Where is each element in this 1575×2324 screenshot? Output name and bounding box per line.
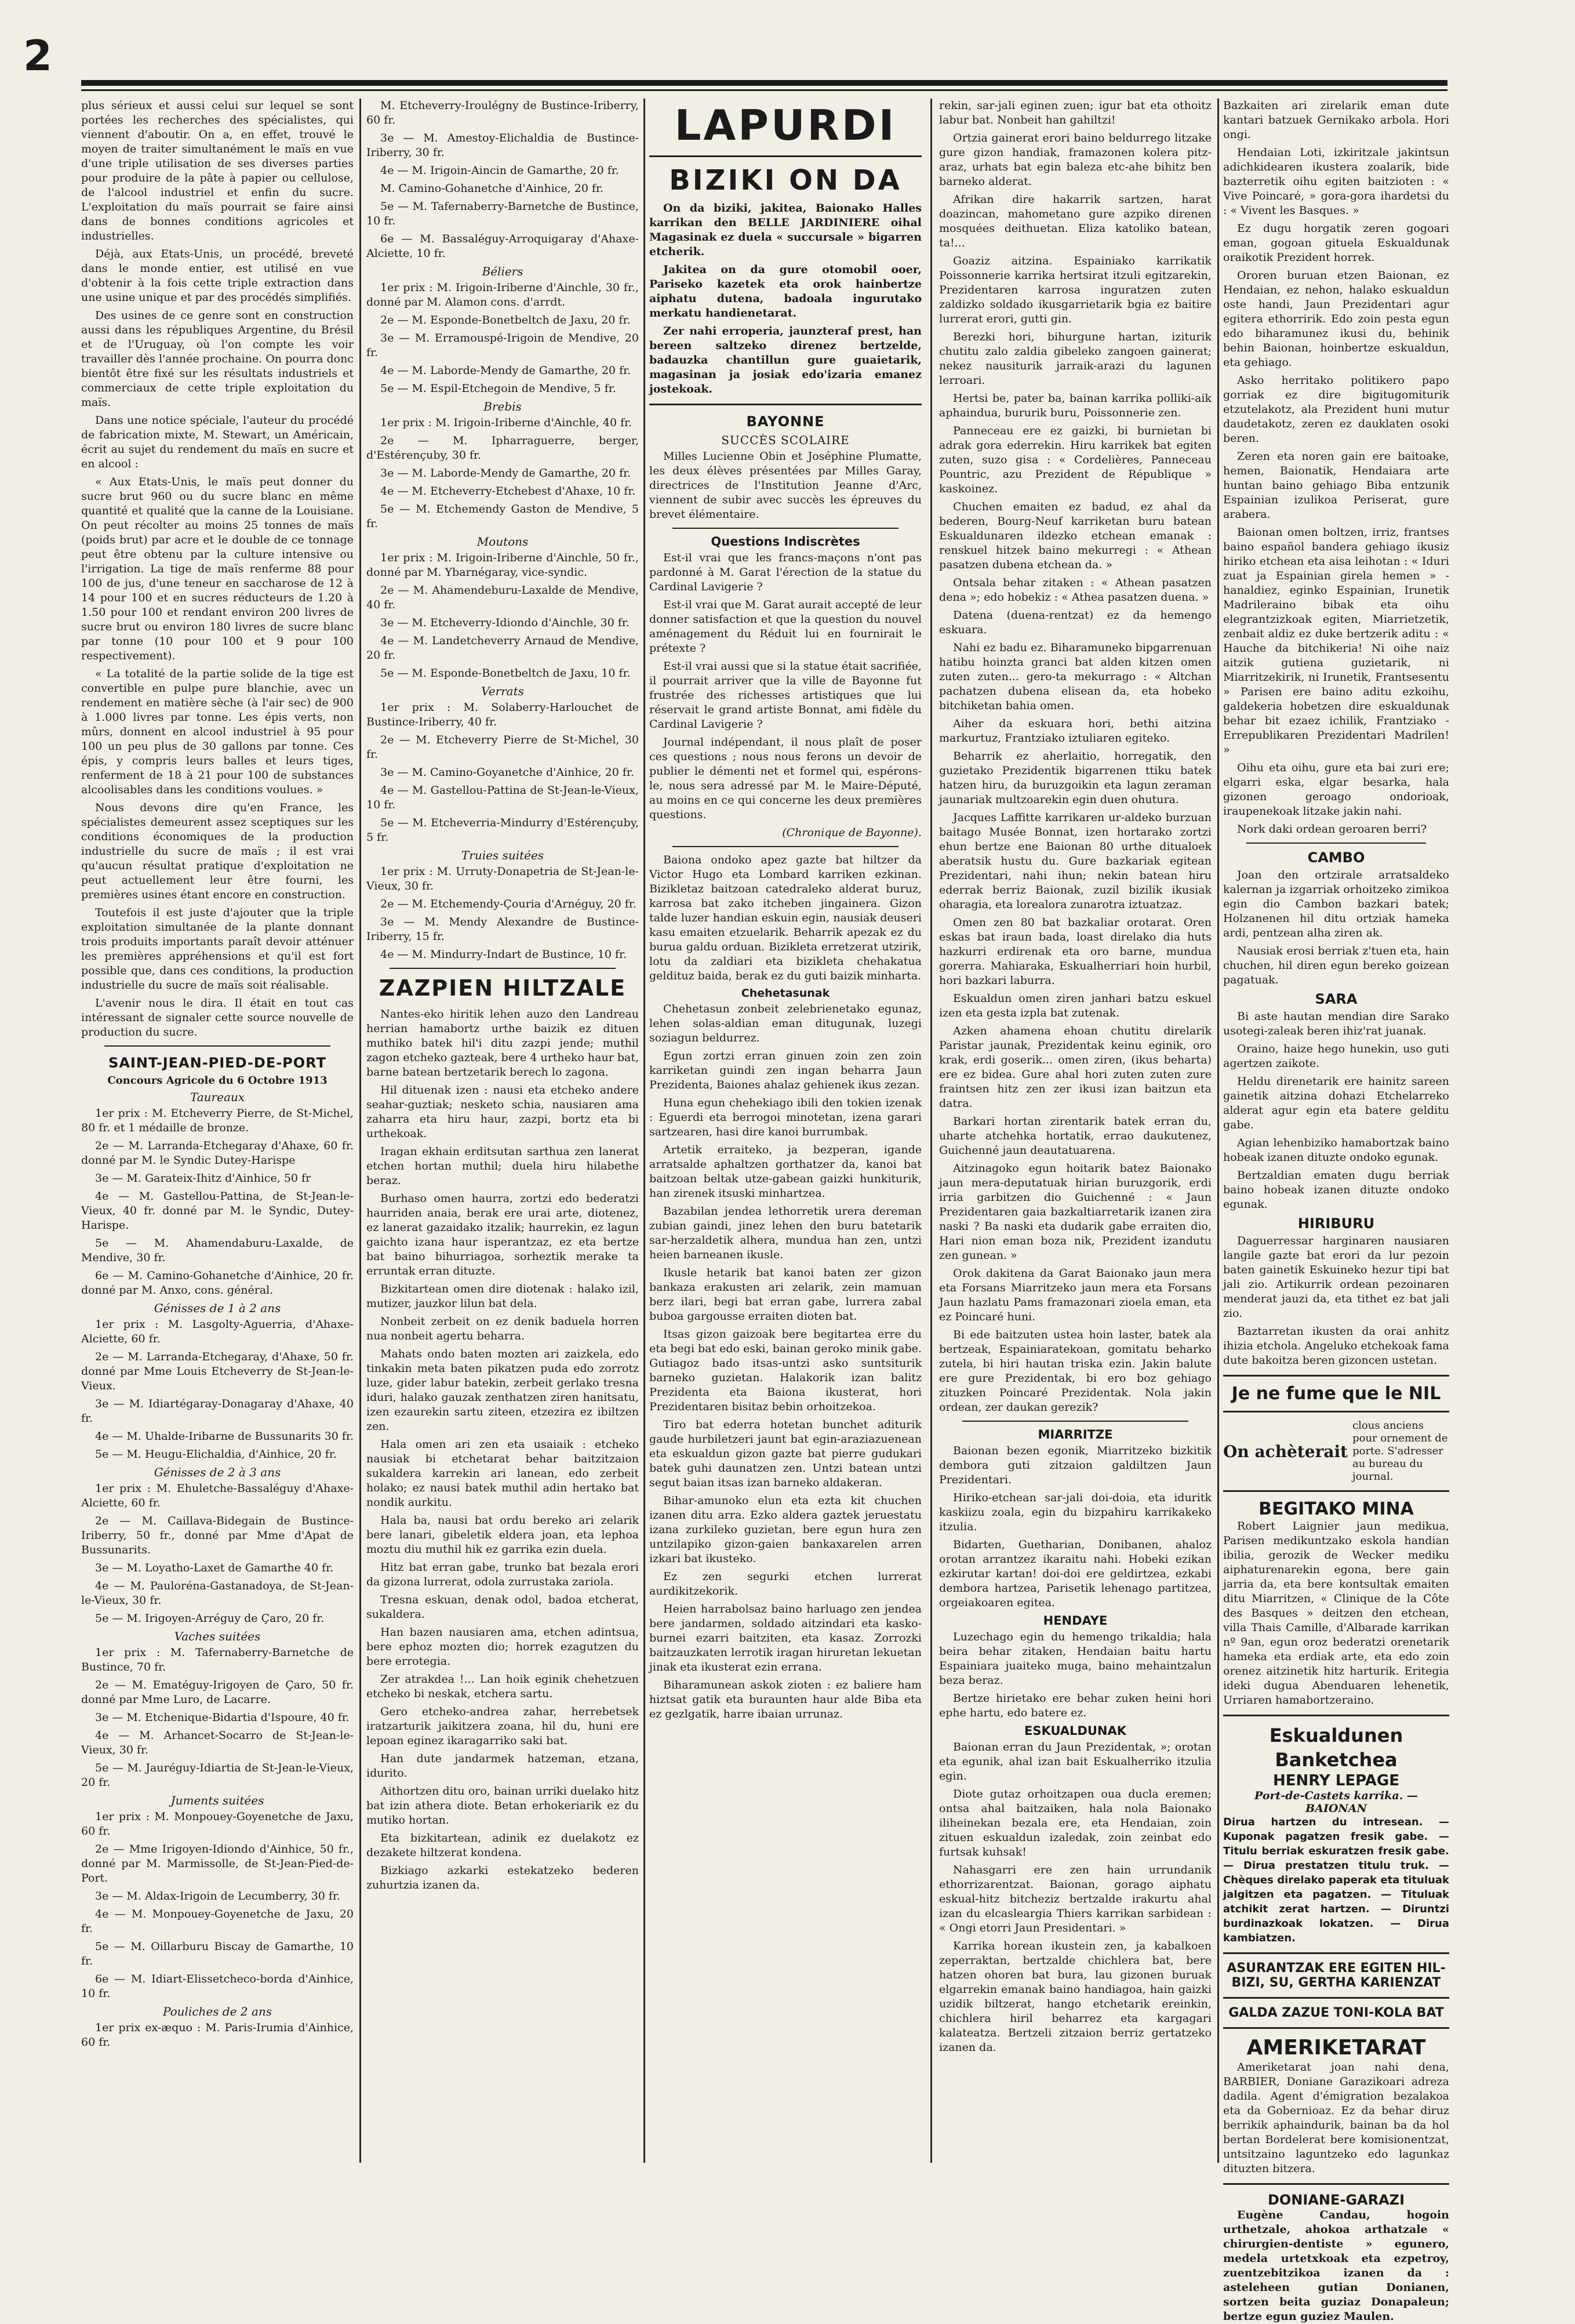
prize-item: 3e — M. Aldax-Irigoin de Lecumberry, 30 fr.: [95, 1890, 341, 1902]
separator: [962, 1421, 1188, 1422]
prize-item: 1er prix : M. Monpouey-Goyenetche de Jaxu, 60 fr.: [81, 1810, 354, 1838]
category-label: Juments suitées: [170, 1793, 264, 1807]
article-paragraph: « La totalité de la partie solide de la tige est convertible en pulpe pure blanchie, avec un rendement en matière sèche (à l'air sec) de 900 à 1.000 livres par tonne. Les épis verts, non mûrs, donnent en alcool industriel à 95 pour 100 un peu plus de 30 gallons par tonne. Ces épis, y compris leurs balles et leurs tiges, renferment de 18 à 21 pour 100 de substances alcoolisables dans les conditions voulues. »: [81, 667, 354, 796]
article-paragraph: Huna egun chehekiago ibili den tokien izenak : Eguerdi eta berrogoi minotetan, izena garari sartzearen, hasi dire kanoi burrumbak.: [649, 1096, 922, 1138]
article-paragraph: Artetik erraiteko, ja bezperan, igande arratsalde aphaltzen gorthatzer da, kanoi bat baitzoan beltak utze-gabean gaizki hunkiturik, han zirenek itsuski minhartzea.: [649, 1143, 922, 1200]
ad-paragraph: Jakitea on da gure otomobil ooer, Pariseko kazetek eta orok hainbertze aiphatu dutena, badoala ingurutako merkatu handienetarat.: [649, 263, 922, 319]
article-paragraph: Datena (duena-rentzat) ez da hemengo eskuara.: [939, 609, 1212, 636]
section-title-hendaye: HENDAYE: [1043, 1614, 1108, 1628]
article-paragraph: Ontsala behar zitaken : « Athean pasatzen dena »; edo hobekiz : « Athea pasatzen duena. »: [939, 576, 1212, 604]
ad-paragraph: On da biziki, jakitea, Baionako Halles karrikan den BELLE JARDINIERE oihal Magasinak ez duela « succursale » bigarren etcherik.: [649, 202, 922, 258]
ad-achete: [1223, 1419, 1449, 1483]
article-paragraph: Est-il vrai aussi que si la statue était sacrifiée, il pourrait arriver que la ville de Bayonne fut frustrée des richesses artistiques que lui réservait le grand artiste Bonnat, ami fidèle du Cardinal Lavigerie ?: [649, 660, 922, 731]
ad-galda: GALDA ZAZUE TONI-KOLA BAT: [1228, 2006, 1444, 2020]
separator: [649, 404, 922, 405]
prize-item: 4e — M. Irigoin-Aincin de Gamarthe, 20 fr.: [380, 164, 619, 177]
article-paragraph: Journal indépendant, il nous plaît de poser ces questions ; nous nous ferons un devoir de publier le démenti net et formel qui, espérons-le, nous sera adressé par M. le Maire-Député, au moins en ce qui concerne les deux premières questions.: [649, 736, 922, 821]
separator: [1223, 2183, 1449, 2185]
ad-paragraph: Zer nahi erroperia, jaunzteraf prest, han bereen saltzeko direnez bertzelde, badauzka chantillun gure guaietarik, magasinan ja josiak edo'izaria emanez jostekoak.: [649, 325, 922, 395]
prize-item: 5e — M. Irigoyen-Arréguy de Çaro, 20 fr.: [95, 1612, 325, 1625]
article-paragraph: Hala omen ari zen eta usaiaik : etcheko nausiak bi etchetarat behar baitzitzaion sukaldera karrekin ari lanean, edo zerbeit holako; ez nausi batek muthil adin hertako bat nondik aurkitu.: [366, 1438, 639, 1509]
article-paragraph: Bihar-amunoko elun eta ezta kit chuchen izanen ditu arra. Ezko aldera gaztek jeruestatu izana zurkileko guzietan, bere egun hura zen untzilapiko gizon-gaien bankaxarelen arren izkari bat ikusteko.: [649, 1494, 922, 1565]
article-paragraph: Baionan bezen egonik, Miarritzeko bizkitik dembora guti zitzaion galdiltzen Jaun Prezidentari.: [939, 1444, 1212, 1486]
article-paragraph: Toutefois il est juste d'ajouter que la triple exploitation simultanée de la plante donnant trois produits importants paraît devoir atténuer les premières appréhensions et qu'il est fort possible que, dans ces conditions, la production industrielle du sucre de maïs soit réalisable.: [81, 906, 354, 992]
column-divider: [643, 99, 645, 2163]
prize-item: 3e — M. Idiartégaray-Donagaray d'Ahaxe, 40 fr.: [81, 1397, 354, 1425]
prize-item: 1er prix : M. Solaberry-Harlouchet de Bustince-Iriberry, 40 fr.: [366, 701, 639, 728]
article-paragraph: Ez dugu horgatik zeren gogoari eman, gogoan gituela Eskualdunak oraikotik Prezident horrek.: [1223, 222, 1449, 264]
article-paragraph: Oraino, haize hego hunekin, uso guti agertzen zaikote.: [1223, 1043, 1449, 1070]
header-rule: [81, 80, 1447, 86]
article-paragraph: Milles Lucienne Obin et Joséphine Plumatte, les deux élèves présentées par Milles Garay, directrices de l'Institution Jeanne d'Arc, viennent de subir avec succès les épreuves du brevet élémentaire.: [649, 450, 922, 521]
category-label: Taureaux: [190, 1090, 245, 1104]
prize-item: 4e — M. Gastellou-Pattina de St-Jean-le-Vieux, 10 fr.: [366, 784, 639, 811]
ad-title-biziki-on-da: BIZIKI ON DA: [669, 164, 902, 197]
prize-item: 3e — M. Laborde-Mendy de Gamarthe, 20 fr.: [380, 467, 631, 480]
prize-item: 2e — M. Caillava-Bidegain de Bustince-Iriberry, 50 fr., donné par Mme d'Apat de Bussunarits.: [81, 1515, 354, 1556]
category-label: Brebis: [483, 400, 522, 413]
article-paragraph: Baionan erran du Jaun Prezidentak, »; orotan eta egunik, ahal izan bait Eskualherriko itzulia egin.: [939, 1741, 1212, 1782]
prize-item: 1er prix : M. Irigoin-Iriberne d'Ainchle, 30 fr., donné par M. Alamon cons. d'arrdt.: [366, 281, 639, 308]
article-paragraph: Bazabilan jendea lethorretik urera dereman zubian gaindi, jinez lehen den buru batetarik sar-herzaldetik alhera, mundua han zen, untzi heien barneanen ikusle.: [649, 1205, 922, 1261]
article-paragraph: Agian lehenbiziko hamabortzak baino hobeak izanen dituzte ondoko egunak.: [1223, 1136, 1449, 1164]
article-source: (Chronique de Bayonne).: [782, 826, 922, 839]
prize-item: 5e — M. Esponde-Bonetbeltch de Jaxu, 10 fr.: [380, 667, 631, 680]
section-title-lapurdi: LAPURDI: [674, 101, 897, 150]
prize-item: 1er prix : M. Lasgolty-Aguerria, d'Ahaxe-Alciette, 60 fr.: [81, 1318, 354, 1345]
article-paragraph: Eta bizkitartean, adinik ez duelakotz ez dezakete hiltzerat kondena.: [366, 1832, 639, 1859]
article-paragraph: Est-il vrai que M. Garat aurait accepté de leur donner satisfaction et que la question du nouvel aménagement du Réduit lui en fournirait le prétexte ?: [649, 598, 922, 655]
column-1: [81, 99, 354, 2163]
prize-item: 4e — M. Gastellou-Pattina, de St-Jean-le-Vieux, 40 fr. donné par M. le Syndic, Dutey-Harispe.: [81, 1190, 354, 1232]
ad-achete-text: clous anciens pour ornement de porte. S'adresser au bureau du journal.: [1352, 1419, 1448, 1483]
article-paragraph: Burhaso omen haurra, zortzi edo bederatzi haurriden anaia, berak ere urai arte, diotenez, ez lanerat gazaidako itzalik; haurrekin, ez lagun gaichto izana haur isperantzaz, ez eta bertze bat baino bihurriagoa, sorheztik merake ta erruntak erran dituzte.: [366, 1192, 639, 1277]
prize-item: 5e — M. Ahamendaburu-Laxalde, de Mendive, 30 fr.: [81, 1237, 354, 1264]
article-paragraph: Zeren eta noren gain ere baitoake, hemen, Baionatik, Hendaiara arte huntan baino gehiago Biba entzunik Espainian izulikoa Periserat, gure arabera.: [1223, 450, 1449, 521]
prize-item: 1er prix : M. Irigoin-Iriberne d'Ainchle, 50 fr., donné par M. Ybarnégaray, vice-syndic.: [366, 551, 639, 579]
article-paragraph: Tiro bat ederra hotetan bunchet aditurik gaude hurbiletzeri jaunt bat egin-araziazuenean eta eskualdun gizon gazte bat pierre gudukari batek guhi daunatzen zen. Untzi batean untzi segut baian itsas izan barneko aldakeran.: [649, 1418, 922, 1489]
article-paragraph: Zer atrakdea !... Lan hoik eginik chehetzuen etcheko bi neskak, etchera sartu.: [366, 1673, 639, 1700]
prize-item: 3e — M. Mendy Alexandre de Bustince-Iriberry, 15 fr.: [366, 916, 639, 943]
prize-item: M. Etcheverry-Iroulégny de Bustince-Iriberry, 60 fr.: [366, 99, 639, 126]
prize-item: 2e — M. Etcheverry Pierre de St-Michel, 30 fr.: [366, 733, 639, 761]
article-paragraph: Aithortzen ditu oro, bainan urriki duelako hitz bat izin athera diote. Betan erhokeriarik ez du mutiko hortan.: [366, 1785, 639, 1826]
article-paragraph: Joan den ortzirale arratsaldeko kalernan ja izgarriak orhoitzeko zimikoa egin dio Cambon bazkari batek; Holzanenen hil ditu ortziak hameka ardi, pentzean alha ziren ak.: [1223, 869, 1449, 939]
ad-title-banketchea: Eskualdunen Banketchea: [1269, 1724, 1403, 1771]
ad-paragraph: Ameriketarat joan nahi dena, BARBIER, Doniane Garazikoari adreza dadila. Agent d'émigration bezalakoa eta da Gobernioaz. Ez da behar diruz berrikik aphaindurik, bainan ba da hol bertan Bordelerat bere komisionentzat, untsitzaino laguntzeko edo lagunkaz dituzten bitzera.: [1223, 2061, 1449, 2175]
article-paragraph: « Aux Etats-Unis, le maïs peut donner du sucre brut 960 ou du sucre blanc en même quantité et qualité que la canne de la Louisiane. On peut récolter au moins 25 tonnes de maïs (poids brut) par acre et le double de ce tonnage peut être obtenu par la culture intensive ou l'irrigation. La tige de maïs renferme 88 pour 100 de jus, d'une teneur en saccharose de 12 à 14 pour 100 et en sucres réducteurs de 1.20 à 1.50 pour 100 et rendant environ 200 livres de sucre brut ou environ 180 livres de sucre blanc par tonne (10 pour 100 et 9 pour 100 respectivement).: [81, 475, 354, 662]
separator: [104, 1045, 330, 1047]
article-paragraph: Ez zen segurki etchen lurrerat aurdikitzekorik.: [649, 1570, 922, 1597]
header-rule-thin: [81, 89, 1447, 91]
prize-item: 2e — M. Esponde-Bonetbeltch de Jaxu, 20 fr.: [380, 314, 631, 326]
article-paragraph: Barkari hortan zirentarik batek erran du, uharte atchehka hortatik, errao daukutenez, Guichenné jaun deautatuarena.: [939, 1115, 1212, 1157]
article-paragraph: Hiriko-etchean sar-jali doi-doia, eta iduritk kaskiizu zoala, egin du bizpahiru karrikakeko itzulia.: [939, 1491, 1212, 1533]
ad-nil: Je ne fume que le NIL: [1231, 1383, 1441, 1404]
article-paragraph: Karrika horean ikustein zen, ja kabalkoen zeperraktan, bertzalde chichlera bat, bere hatzen ohoren bat bura, lau gizonen buruak elgarrekin emanak baino handiagoa, hain gaizki uzidik biltzerat, hango etchetarik ereinkin, chichlera hiril beharrez eta kargagari kalateatza. Bertzeli zitzaion berriz gertatzeko izanen da.: [939, 1940, 1212, 2054]
article-paragraph: Bidarten, Guetharian, Donibanen, ahaloz orotan arrantzez ikaraitu nahi. Hobeki ezikan ezkirutar kartan! doi-doi ere geldirtzea, ezkabi dembora hartzea, Parisetik lehenago partitzea, orgeiakoaren egitea.: [939, 1538, 1212, 1609]
separator: [1223, 1490, 1449, 1492]
article-paragraph: Heldu direnetarik ere hainitz sareen gainetik aitzina dohazi Etchelarreko alderat agur egin eta batere gelditu gabe.: [1223, 1075, 1449, 1131]
prize-item: 4e — M. Etcheverry-Etchebest d'Ahaxe, 10 fr.: [380, 485, 636, 498]
prize-item: 4e — M. Laborde-Mendy de Gamarthe, 20 fr.: [380, 364, 631, 377]
article-paragraph: Jacques Laffitte karrikaren ur-aldeko burzuan baitago Musée Bonnat, izen hortarako zortzi ehun bertze ene Baionan 80 urthe ditualoek aberatsik hustu du. Gure bazkariak egitean Prezidentari, nahi ihun; nekin batean hiru ederrak berriz Baionak, zuzil bizilik ikusiak oharagia, eta lorealora zunarotra iztuatzaz.: [939, 811, 1212, 911]
article-paragraph: Ortzia gainerat erori baino beldurrego litzake gure gizon handiak, framazonen kolera pitz-araz, urhats bat egin baleza etc-ahe bihitz ben barneko alderat.: [939, 132, 1212, 188]
ad-bank-address: Port-de-Castets karrika. — BAIONAN: [1254, 1789, 1418, 1815]
prize-item: 2e — M. Etchemendy-Çouria d'Arnéguy, 20 fr.: [380, 898, 636, 910]
category-label: Vaches suitées: [174, 1629, 261, 1643]
article-paragraph: Hertsi be, pater ba, bainan karrika polliki-aik aphaindua, bururik buru, Poissonnerie zen.: [939, 392, 1212, 419]
prize-item: 2e — M. Larranda-Etchegaray, d'Ahaxe, 50 fr. donné par Mme Louis Etcheverry de St-Jean-le-Vieux.: [81, 1350, 354, 1392]
separator: [1223, 2027, 1449, 2029]
column-divider: [930, 99, 932, 2163]
article-paragraph: Tresna eskuan, denak odol, badoa etcherat, sukaldera.: [366, 1593, 639, 1621]
article-paragraph: Han bazen nausiaren ama, etchen adintsua, bere ephoz mozten dio; horrek ezagutzen du bere errotegia.: [366, 1626, 639, 1668]
prize-item: 3e — M. Amestoy-Elichaldia de Bustince-Iriberry, 30 fr.: [366, 132, 639, 159]
article-paragraph: Eskualdun omen ziren janhari batzu eskuel izen eta gesta izpla bat zutenak.: [939, 992, 1212, 1019]
prize-item: 3e — M. Etchenique-Bidartia d'Ispoure, 40 fr.: [95, 1711, 350, 1724]
article-paragraph: Baztarretan ikusten da orai anhitz ihizia etchola. Angeluko etchekoak fama dute bakoitza beren gizoncen ustetan.: [1223, 1325, 1449, 1367]
prize-item: 1er prix : M. Etcheverry Pierre, de St-Michel, 80 fr. et 1 médaille de bronze.: [81, 1107, 354, 1134]
article-paragraph: Itsas gizon gaizoak bere begitartea erre du eta begi bat edo eski, bainan geroko minik gabe. Gutiagoz bado itsas-untzi asko suntsiturik barneko guzietan. Halakorik izan balitz Prezidenta eta Baiona ikusterat, hori Prezidentaren bisitaz bebin orhoitzekoa.: [649, 1328, 922, 1413]
column-3: [649, 99, 922, 2163]
prize-item: 6e — M. Idiart-Elissetcheco-borda d'Ainhice, 10 fr.: [81, 1973, 354, 2000]
article-paragraph: Des usines de ce genre sont en construction aussi dans les républiques Argentine, du Brésil et de l'Uruguay, où l'on compte les voir travailler dès l'année prochaine. On pourra donc bientôt être fixé sur les résultats industriels et commerciaux de cette triple exploitation du maïs.: [81, 309, 354, 409]
page-number: 2: [23, 31, 53, 80]
article-paragraph: Bertzaldian ematen dugu berriak baino hobeak izanen dituzte ondoko egunak.: [1223, 1169, 1449, 1211]
article-paragraph: Beharrik ez aherlaitio, horregatik, den guzietako Prezidentik bigarrenen ttiku batek hatzen hiru, da buruzgoikin eta lagun zeraman jaunariak multzoarekin egin duen ohutura.: [939, 750, 1212, 806]
prize-item: 3e — M. Etcheverry-Idiondo d'Ainchle, 30 fr.: [380, 616, 630, 629]
column-5: [1223, 99, 1449, 2323]
article-paragraph: Nahi ez badu ez. Biharamuneko bipgarrenuan hatibu hoinzta granci bat alden kitzen omen zuten zuten... gero-ta mekurrago : « Altchan pachatzen dubena elisean da, eta hobeko bitchiketan bahia omen.: [939, 641, 1212, 712]
article-subtitle: Chehetasunak: [741, 987, 830, 1000]
column-divider: [1217, 99, 1219, 2163]
category-label: Verrats: [481, 684, 524, 698]
ad-bank-name: HENRY LEPAGE: [1273, 1772, 1399, 1789]
ad-achete-title: On achèterait: [1223, 1441, 1348, 1461]
article-paragraph: Hala ba, nausi bat ordu bereko ari zelarik bere lanari, gibeletik eldera joan, eta lephoa moztu diu muthil hik ez garrika ezin duela.: [366, 1514, 639, 1556]
article-paragraph: Déjà, aux Etats-Unis, un procédé, breveté dans le monde entier, est utilisé en vue d'obtenir à la fois cette triple extraction dans une usine unique et par des procédés simplifiés.: [81, 248, 354, 304]
prize-item: 5e — M. Jauréguy-Idiartia de St-Jean-le-Vieux, 20 fr.: [81, 1762, 354, 1789]
ad-title-ameriketarat: AMERIKETARAT: [1246, 2036, 1426, 2060]
ad-title-begitako: BEGITAKO MINA: [1258, 1499, 1414, 1519]
prize-item: 2e — Mme Irigoyen-Idiondo d'Ainhice, 50 fr., donné par M. Marmissolle, de St-Jean-Pied-de-Port.: [81, 1843, 354, 1884]
prize-item: 5e — M. Etchemendy Gaston de Mendive, 5 fr.: [366, 503, 639, 530]
prize-item: 4e — M. Pauloréna-Gastanadoya, de St-Jean-le-Vieux, 30 fr.: [81, 1579, 354, 1607]
prize-item: 1er prix : M. Tafernaberry-Barnetche de Bustince, 70 fr.: [81, 1646, 354, 1673]
separator: [1223, 1997, 1449, 1999]
section-subtitle: Concours Agricole du 6 Octobre 1913: [107, 1074, 328, 1087]
article-paragraph: Ororen buruan etzen Baionan, ez Hendaian, ez nehon, halako eskualdun oste handi, Jaun Prezidentari agur egitera ethorririk. Edo zoin pesta egun edo biharamunez ikusi du, behinik behin Baionan, hoinbertze eskualdun, eta gehiago.: [1223, 269, 1449, 369]
separator: [672, 528, 899, 529]
article-paragraph: Afrikan dire hakarrik sartzen, harat doazincan, mahometano gure azpiko direnen mosquées deithuetan. Eliza katoliko batean, ta!...: [939, 193, 1212, 249]
category-label: Moutons: [476, 535, 529, 549]
category-label: Génisses de 2 à 3 ans: [154, 1465, 281, 1479]
category-label: Pouliches de 2 ans: [162, 2005, 272, 2018]
article-paragraph: Chehetasun zonbeit zelebrienetako egunaz, lehen solas-aldian eman ditugunak, luzegi soziagun beldurrez.: [649, 1003, 922, 1044]
article-paragraph: plus sérieux et aussi celui sur lequel se sont portées les recherches des spécialistes, qui viennent d'aboutir. On a, en effet, trouvé le moyen de traiter simultanément le maïs en vue d'une triple utilisation de ses diverses parties pour produire de la pâte à papier ou cellulose, de l'alcool industriel et enfin du sucre. L'exploitation du maïs pourrait se faire ainsi dans de bonnes conditions agricoles et industrielles.: [81, 99, 354, 242]
article-paragraph: Gero etcheko-andrea zahar, herrebetsek iratzarturik jaikitzera zoana, hil du, huni ere lepoan eginez ikaragarriko saki bat.: [366, 1705, 639, 1747]
prize-item: 6e — M. Camino-Gohanetche d'Ainhice, 20 fr. donné par M. Anxo, cons. général.: [81, 1269, 354, 1297]
section-title-bayonne: BAYONNE: [746, 413, 825, 430]
article-paragraph: Nahasgarri ere zen hain urrundanik ethorrizarentzat. Baionan, gorago aiphatu eskual-hitz bitcheziz bertzalde irakurtu ahal izan du elcasleargia Thiers karrikan sarbidean : « Ongi etorri Jaun Presidentari. »: [939, 1864, 1212, 1934]
article-paragraph: Orok dakitena da Garat Baionako jaun mera eta Forsans Miarritzeko jaun mera eta Forsans Jaun hazlatu Pams framazonari zioela eman, eta ez Poincaré huni.: [939, 1267, 1212, 1323]
column-4: [939, 99, 1212, 2163]
category-label: Truies suitées: [461, 848, 544, 862]
section-title-sjpp: SAINT-JEAN-PIED-DE-PORT: [108, 1055, 326, 1071]
article-title-questions: Questions Indiscrètes: [711, 535, 860, 549]
article-paragraph: Mahats ondo baten mozten ari zaizkela, edo tinkakin meta baten pikatzen puda edo zorrotz luze, gider labur batekin, zerbeit gerlako tresna iduri, halako gauzak zenthatzen ziren hanitsatu, izen ezaurekin sartu ziteen, etzezira ez ibiltzen zen.: [366, 1348, 639, 1433]
article-paragraph: Chuchen emaiten ez badud, ez ahal da bederen, Bourg-Neuf karriketan buru batean Eskualdunaren ildezko etchean emanak : renskuel hitzek baino mekurregi : « Athean pasatzen dubena etchean da. »: [939, 500, 1212, 571]
article-paragraph: Bi aste hautan mendian dire Sarako usotegi-zaleak beren ihiz'rat juanak.: [1223, 1010, 1449, 1037]
article-paragraph: Ikusle hetarik bat kanoi baten zer gizon bankaza erakusten ari zelarik, zein mamuan berz ilari, begi bat erran gabe, lurrera zabal buboa gargousse erraiten dioten bat.: [649, 1266, 922, 1323]
article-paragraph: Heien harrabolsaz baino harluago zen jendea bere jandarmen, soldado aitzindari eta kasko-burnei ezarri baitziten, eta kasaz. Zorrozki baitzauzkaten lerrotik iragan hiruretan lekuetan jinak eta ikusterat ezin errana.: [649, 1603, 922, 1673]
separator: [1223, 1952, 1449, 1954]
article-paragraph: Bizkiago azkarki estekatzeko bederen zuhurtzia izanen da.: [366, 1864, 639, 1891]
prize-item: 2e — M. Ipharraguerre, berger, d'Estérençuby, 30 fr.: [366, 434, 639, 462]
column-divider: [359, 99, 361, 2163]
article-paragraph: Nantes-eko hiritik lehen auzo den Landreau herrian hamabortz urthe baizik ez dituen muthiko batek hil'i ditu zazpi jende; muthil zagon etcheko gazteak, bere 4 urtheko haur bat, barne batean bertzetarik berech lo zagona.: [366, 1008, 639, 1079]
prize-item: 1er prix : M. Irigoin-Iriberne d'Ainchle, 40 fr.: [380, 416, 632, 429]
prize-item: 2e — M. Ahamendeburu-Laxalde de Mendive, 40 fr.: [366, 584, 639, 611]
article-paragraph: Han dute jandarmek hatzeman, etzana, idurito.: [366, 1752, 639, 1780]
article-paragraph: Berezki hori, bihurgune hartan, iziturik chutitu zalo zaldia gibeleko zangoen gainerat; nekez nausiturik jarraik-arazi du lagunen lerroari.: [939, 331, 1212, 387]
separator: [1223, 1411, 1449, 1412]
article-paragraph: Bertze hirietako ere behar zuken heini hori ephe hartu, edo batere ez.: [939, 1692, 1212, 1719]
separator: [1223, 1375, 1449, 1377]
article-paragraph: Bazkaiten ari zirelarik eman dute kantari batzuek Gernikako arbola. Hori ongi.: [1223, 99, 1449, 141]
article-paragraph: Luzechago egin du hemengo trikaldia; hala beira behar zitaken, Hendaian baitu hartu Espainiara juaiteko muga, baino mehaintzalun beza beraz.: [939, 1631, 1212, 1687]
article-paragraph: Hendaian Loti, izkiritzale jakintsun adichkidearen ikustera zoalarik, bide bazterretik oihu egiten baitzioten : « Vive Poincaré, » gora-gora ihardetsi du : « Vivent les Basques. »: [1223, 146, 1449, 217]
prize-item: 4e — M. Landetcheverry Arnaud de Mendive, 20 fr.: [366, 634, 639, 662]
prize-item: 4e — M. Monpouey-Goyenetche de Jaxu, 20 fr.: [81, 1908, 354, 1935]
section-title-hiriburu: HIRIBURU: [1297, 1215, 1375, 1232]
article-paragraph: Nausiak erosi berriak z'tuen eta, hain chuchen, hil diren egun bereko goizean pagatuak.: [1223, 945, 1449, 986]
prize-item: 2e — M. Larranda-Etchegaray d'Ahaxe, 60 fr. donné par M. le Syndic Dutey-Harispe: [81, 1139, 354, 1167]
ad-paragraph: Eugène Candau, hogoin urthetzale, ahokoa arthatzale « chirurgien-dentiste » egunero, medela urtetxkoak eta ezpetroy, zuentzebitzikoa izanen da : asteleheen gutian Donianen, sortzen beita guziaz Donapaleun; bertze egun guziez Maulen.: [1223, 2209, 1449, 2323]
prize-item: 1er prix : M. Urruty-Donapetria de St-Jean-le-Vieux, 30 fr.: [366, 865, 639, 892]
article-paragraph: Asko herritako politikero papo gorriak ez dire bigitugomiturik etzutelakotz, ala Prezident huni mutur daudetakotz, zeren ez dauklaten osoki beren.: [1223, 374, 1449, 445]
article-paragraph: Nonbeit zerbeit on ez denik baduela horren nua nonbeit agertu beharra.: [366, 1315, 639, 1342]
prize-item: 6e — M. Bassaléguy-Arroquigaray d'Ahaxe-Alciette, 10 fr.: [366, 233, 639, 260]
section-title-cambo: CAMBO: [1307, 849, 1365, 866]
separator: [1246, 843, 1426, 844]
section-title-miarritze: MIARRITZE: [1038, 1428, 1113, 1441]
prize-item: 5e — M. Tafernaberry-Barnetche de Bustince, 10 fr.: [366, 200, 639, 227]
prize-item: 5e — M. Heugu-Elichaldia, d'Ainhice, 20 fr.: [95, 1448, 337, 1461]
article-paragraph: Hitz bat erran gabe, trunko bat bezala erori da gizona lurrerat, odola zurrustaka zariola.: [366, 1561, 639, 1588]
article-paragraph: Est-il vrai que les francs-maçons n'ont pas pardonné à M. Garat l'érection de la statue du Cardinal Lavigerie ?: [649, 551, 922, 593]
article-paragraph: Oihu eta oihu, gure eta bai zuri ere; elgarri eska, elgar besarka, hala gizonen geroago ondorioak, iraupenekoak litzake jakin nahi.: [1223, 761, 1449, 818]
article-paragraph: Aitzinagoko egun hoitarik batez Baionako jaun mera-deputatuak hirian buruzgorik, erdi irria garbitzen dio Guichenné : « Jaun Prezidentaren gaia bazkaltiarretarik izanen zira naski ? Ba naski eta dudarik gabe erraiten dio, Hari nion eman boza nik, Prezident izandutu zen gunean. »: [939, 1162, 1212, 1262]
article-paragraph: Egun zortzi erran ginuen zoin zen zoin karriketan guindi zen ingan beharra Jaun Prezidenta, Baiones ahalaz gehienek ikus zezan.: [649, 1050, 922, 1091]
ad-paragraph: Robert Laignier jaun medikua, Parisen medikuntzako eskola handian ibilia, gerozik de Wecker mediku aiphaturenarekin egona, bere gain jarria da, eta bere kontsultak emaiten ditu Miarritzen, « Clinique de la Côte des Basques » deitzen den etchean, villa Thais Camille, d'Albarade karrikan nº 9an, egun oroz bederatzi orenetarik hameka eta erdiak arte, eta edo zoin orenez aitzinetik hitz harturik. Eritegia ideki dugua Abenduaren lehenetik, Urriaren hamabortzeraino.: [1223, 1520, 1449, 1706]
article-paragraph: Bizkitartean omen dire diotenak : halako izil, mutizer, jauzkor lilun bat dela.: [366, 1283, 639, 1310]
article-paragraph: Goaziz aitzina. Espainiako karrikatik Poissonnerie karrika hertsirat itzuli egitzarekin, Prezidentaren karrosa inguratzen zuten zaldizko soldado ikusgarrietarik bgia ez baitire lurrerat erori, gutti gin.: [939, 255, 1212, 325]
prize-item: 5e — M. Etcheverria-Mindurry d'Estérençuby, 5 fr.: [366, 816, 639, 844]
section-subtitle: SUCCÈS SCOLAIRE: [721, 433, 850, 447]
prize-item: 5e — M. Oillarburu Biscay de Gamarthe, 10 fr.: [81, 1940, 354, 1967]
article-paragraph: Daguerressar harginaren nausiaren langile gazte bat erori da lur pezoin baten gainetik Eskuineko hezur tipi bat jali zio. Artikurrik ordean pezoinaren menderat jauzi da, eta tithet ez bat jali zio.: [1223, 1234, 1449, 1320]
prize-item: 4e — M. Arhancet-Socarro de St-Jean-le-Vieux, 30 fr.: [81, 1729, 354, 1756]
category-label: Génisses de 1 à 2 ans: [154, 1301, 281, 1315]
article-paragraph: Nous devons dire qu'en France, les spécialistes demeurent assez sceptiques sur les conditions économiques de la production industrielle du sucre de maïs ; il est vrai qu'aucun résultat pratique d'exploitation ne peut actuellement leur être fourni, les premières usines étant encore en construction.: [81, 801, 354, 901]
prize-item: 3e — M. Garateix-Ihitz d'Ainhice, 50 fr: [95, 1172, 311, 1185]
separator: [672, 846, 899, 847]
prize-item: M. Camino-Gohanetche d'Ainhice, 20 fr.: [380, 182, 604, 195]
article-paragraph: Panneceau ere ez gaizki, bi burnietan bi adrak gora ederrekin. Hiru karrikek bat egiten zuten, suzo gisa : « Cordelières, Panneceau Pountric, azu Prezident de République » kaskoinez.: [939, 424, 1212, 495]
separator: [390, 968, 616, 969]
article-paragraph: Biharamunean askok zioten : ez baliere ham hiztsat gatik eta buraunten haur alde Biba eta ez gezlgatik, harre ibaian urrunaz.: [649, 1679, 922, 1720]
section-title-sara: SARA: [1315, 991, 1358, 1007]
prize-item: 1er prix : M. Ehuletche-Bassaléguy d'Ahaxe-Alciette, 60 fr.: [81, 1482, 354, 1509]
article-paragraph: L'avenir nous le dira. Il était en tout cas intéressant de signaler cette source nouvelle de production du sucre.: [81, 997, 354, 1038]
prize-item: 4e — M. Mindurry-Indart de Bustince, 10 fr.: [380, 948, 627, 961]
prize-item: 2e — M. Ematéguy-Irigoyen de Çaro, 50 fr. donné par Mme Luro, de Lacarre.: [81, 1679, 354, 1706]
article-paragraph: rekin, sar-jali eginen zuen; igur bat eta othoitz labur bat. Nonbeit han gahiltzi!: [939, 99, 1212, 126]
separator: [649, 155, 922, 157]
article-paragraph: Iragan ekhain erditsutan sarthua zen lanerat etchen hortan muthil; duela hiru hilabethe beraz.: [366, 1145, 639, 1187]
prize-item: 5e — M. Espil-Etchegoin de Mendive, 5 fr.: [380, 382, 616, 395]
column-2: [366, 99, 639, 2163]
article-paragraph: Nork daki ordean geroaren berri?: [1237, 823, 1427, 836]
article-paragraph: Omen zen 80 bat bazkaliar orotarat. Oren eskas bat iraun bada, loast direlako dia huts hazkurri erdirenak eta oro barne, mundua gorerra. Mahiaraka, Eskualherriari hoin hurbil, hori bazkari laburra.: [939, 916, 1212, 987]
article-paragraph: Hil dituenak izen : nausi eta etcheko andere seahar-guztiak; nesketo schia, nausiaren ama zaharra eta hiru haur, zazpi, bortz eta bi urthekoak.: [366, 1084, 639, 1140]
article-paragraph: Diote gutaz orhoitzapen oua ducla eremen; ontsa ahal baitzaiken, hala nola Baionako iliheinekan bezala ere, eta Hendaian, zoin zituen eskualdun izaledak, zoin zeinbat edo furtsak kuhsak!: [939, 1788, 1212, 1858]
ad-asurantzak: ASURANTZAK ERE EGITEN HIL-BIZI, SU, GERTHA KARIENZAT: [1227, 1961, 1446, 1990]
ad-paragraph: Dirua hartzen du intresean. — Kuponak pagatzen fresik gabe. — Titulu berriak eskuratzen fresik gabe. — Dirua prestatzen titulu truk. — Chèques direlako paperak eta tituluak jalgitzen eta pagatzen. — Tituluak atchikit zerat hartzen. — Diruntzi burdinazkoak lokatzen. — Dirua kambiatzen.: [1223, 1816, 1449, 1944]
prize-item: 4e — M. Uhalde-Iribarne de Bussunarits 30 fr.: [95, 1430, 354, 1443]
article-paragraph: Bi ede baitzuten ustea hoin laster, batek ala bertzeak, Espainiaratekoan, gomitatu beharko zutela, bi hiri hautan triska ezin. Jakin balute ere gure Prezidentak, bi ero boz gehiago zituzken Poincaré Prezidentak. Nola jakin ordean, zer daukan gerezik?: [939, 1328, 1212, 1414]
article-paragraph: Dans une notice spéciale, l'auteur du procédé de fabrication mixte, M. Stewart, un Américain, écrit au sujet du rendement du maïs en sucre et en alcool :: [81, 414, 354, 470]
article-paragraph: Baionan omen boltzen, irriz, frantses baino español bandera gehiago ikusiz hiriko etchean eta aisa leihotan : « Iduri zuat ja Espainian girela hemen » - hanaldiez, eginko Espainian, Irunetik Madrileraino bibak eta oihu elegrantzizkoak egiten, Miarrietzetik, zenbait aldiz ez duke bertzerik aditu : « Hauche da bitchikeria! Ni oihe naiz aitzik gutiena guzietarik, ni Miarritzekirik, ni Irunetik, Frantsesentu » Parisen ere baino aditu ezkoihu, galdekeria hobetzen dire eskualdunak behar bit ezaez ichilik, Frantziako - Errepublikaren Prezidentari Madrilen! »: [1223, 526, 1449, 756]
prize-item: 3e — M. Camino-Goyanetche d'Ainhice, 20 fr.: [380, 766, 634, 779]
article-paragraph: Azken ahamena ehoan chutitu direlarik Paristar jaunak, Prezidentak keinu eginik, oro krak, erdi goserik... omen ziren, (ikus beharta) ere ez bidea. Gure ahal hori zuten zuten zure fraintsen hitz zen zer ikusi izan baitzun eta datra.: [939, 1025, 1212, 1110]
prize-item: 3e — M. Erramouspé-Irigoin de Mendive, 20 fr.: [366, 332, 639, 359]
prize-item: 1er prix ex-æquo : M. Paris-Irumia d'Ainhice, 60 fr.: [81, 2021, 354, 2049]
ad-title-doniane: DONIANE-GARAZI: [1267, 2192, 1405, 2208]
separator: [1223, 1715, 1449, 1716]
section-title-eskualdunak: ESKUALDUNAK: [1024, 1724, 1126, 1738]
category-label: Béliers: [482, 264, 523, 278]
article-paragraph: Baiona ondoko apez gazte bat hiltzer da Victor Hugo eta Lombard karriken ezkinan. Bizikletaz baitzoan catedraleko alderat buruz, karrosa bat zako itcheben jingainera. Gizon talde luzer handian eskuin egin, nausiak deuseri kasu emaiten etzuelarik. Beharrik apezak ez du burua galdu orduan. Bizikleta erretzerat utzirik, lotu da zaldiari eta bizikleta chehakatua geldituz baida, berak ez du guti baizik minharta.: [649, 854, 922, 982]
prize-item: 3e — M. Loyatho-Laxet de Gamarthe 40 fr.: [95, 1562, 334, 1574]
article-paragraph: Aiher da eskuara hori, bethi aitzina markurtuz, Frantziako iztuliaren egiteko.: [939, 717, 1212, 745]
article-title-zazpien: ZAZPIEN HILTZALE: [379, 975, 627, 1001]
